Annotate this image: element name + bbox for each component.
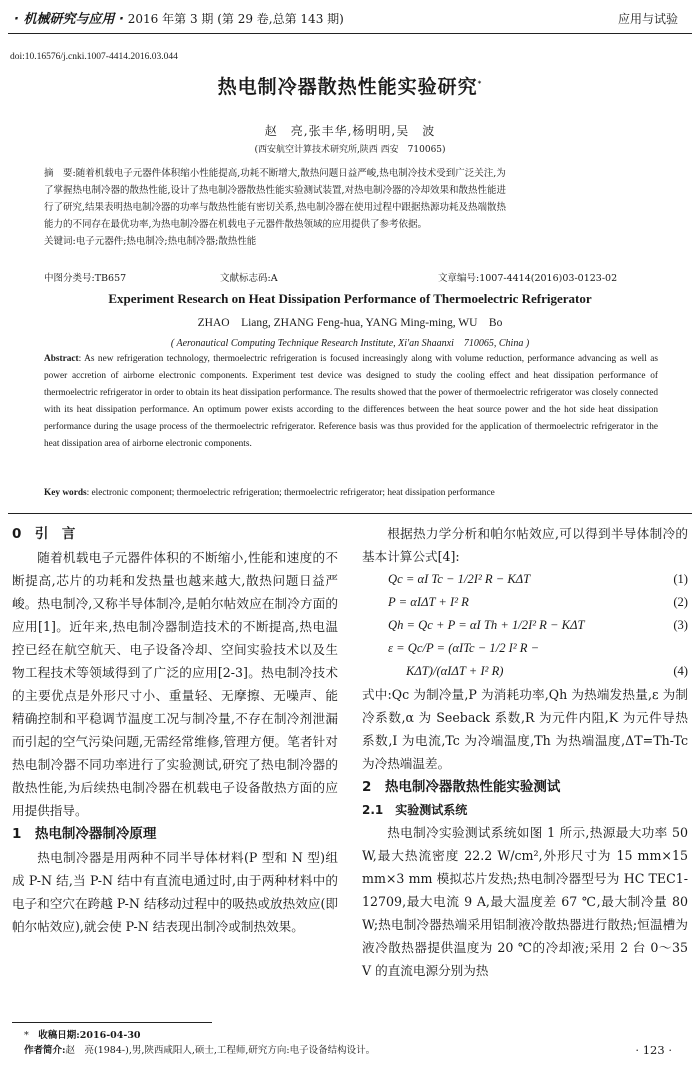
section-1-heading: 1 热电制冷器制冷原理 <box>12 826 157 842</box>
section-2-heading: 2 热电制冷器散热性能实验测试 <box>362 779 561 795</box>
equation-4a: ε = Qc/P = (αITc − 1/2 I² R − <box>388 641 540 655</box>
right-column <box>362 522 688 982</box>
abstract-en-text: : As new refrigeration technology, thermoelectric refrigeration is focused increasingly along with volume reduction, performance advancing as well as power accretion of airborne electronic components. Experiment test device was designed to study the cooling effect and heat dissipation performance of thermoelectric refrigerator in order to obtain its heat dissipation performance. The results showed that the power of thermoelectric refrigerator was closely connected with its heat dissipation performance. An optimum power exists according to the differences between the heat source power and the hot side heat dissipation performance during the usage process of the thermoelectric refrigerator. Reference basis was thus provided for the application of thermoelectric refrigerator in the heat dissipation area of airborne electronic components. <box>44 354 658 449</box>
english-title: Experiment Research on Heat Dissipation Performance of Thermoelectric Refrigerator <box>108 291 592 306</box>
equation-3: Qh = Qc + P = αI Th + 1/2I² R − KΔT (3) <box>388 618 688 632</box>
section-1-paragraph: 热电制冷器是用两种不同半导体材料(P 型和 N 型)组成 P-N 结,当 P-N 结中有直流电通过时,由于两种材料中的电子和空穴在跨越 P-N 结移动过程中的吸热或放热效应(即帕尔帖效应),就会使 P-N 结表现出制冷或制热效果。 <box>12 850 338 934</box>
abstract-label: 摘 要: <box>44 168 76 179</box>
keywords-en-text: : electronic component; thermoelectric refrigeration; thermoelectric refrigerator; heat dissipation performance <box>86 488 495 498</box>
authors: 赵 亮,张丰华,杨明明,吴 波 <box>264 124 436 138</box>
author-bio: 赵 亮(1984-),男,陕西咸阳人,硕士,工程师,研究方向:电子设备结构设计。 <box>65 1045 376 1056</box>
footnote-rule <box>12 1022 212 1023</box>
abstract-line: 摘 要:随着机载电子元器件体积缩小性能提高,功耗不断增大,散热问题日益严峻,热电制冷技术受到广泛关注,为 <box>44 168 506 179</box>
paper-title <box>0 72 700 99</box>
section-label: 应用与试验 <box>617 12 678 26</box>
symbol-definitions: 式中:Qc 为制冷量,P 为消耗功率,Qh 为热端发热量,ε 为制冷系数,α 为 Seeback 系数,R 为元件内阻,K 为元件导热系数,I 为电流,Tc 为冷端温度,Th 为热端温度,ΔT=Th-Tc 为冷热端温差。 <box>362 687 688 771</box>
page-number: · 123 · <box>635 1043 672 1057</box>
english-affiliation: ( Aeronautical Computing Technique Research Institute, Xi'an Shaanxi 710065, China ) <box>170 338 530 349</box>
footnote-mark: * <box>24 1030 29 1041</box>
formula-intro: 根据热力学分析和帕尔帖效应,可以得到半导体制冷的基本计算公式[4]: <box>362 526 688 564</box>
section-2-1-heading: 2.1 实验测试系统 <box>362 803 468 817</box>
doi: doi:10.16576/j.cnki.1007-4414.2016.03.044 <box>10 52 178 62</box>
abstract-line: 能力的不同存在最优功率,为热电制冷器在机载电子元器件散热领域的应用提供了参考依据。 <box>44 219 428 230</box>
clc-number: 中图分类号:TB657 <box>44 273 127 284</box>
title-text: 热电制冷器散热性能实验研究 <box>217 76 478 98</box>
section-0-paragraph: 随着机载电子元器件体积的不断缩小,性能和速度的不断提高,芯片的功耗和发热量也越来越大,散热问题日益严峻。热电制冷,又称半导体制冷,是帕尔帖效应在制冷方面的应用[1]。近年来,热电制冷器制造技术的不断提高,热电温控已经在航空航天、电子设备冷却、空间实验技术以及生物工程技术等领域得到了广泛的应用[2-3]。热电制冷技术的主要优点是外形尺寸小、重量轻、无摩擦、无噪声、能精确控制和平稳调节温度工况与制冷量,不存在制冷剂泄漏而引起的空气污染问题,无需经常维修,管理方便。笔者针对热电制冷器不同功率进行了实验测试,研究了热电制冷器的散热性能,为后续热电制冷器在机载电子设备散热方面的应用提供指导。 <box>12 550 338 818</box>
equation-1: Qc = αI Tc − 1/2I² R − KΔT (1) <box>388 572 688 586</box>
author-bio-label: 作者简介: <box>24 1045 66 1056</box>
header-rule <box>8 33 692 34</box>
english-authors: ZHAO Liang, ZHANG Feng-hua, YANG Ming-ming, WU Bo <box>197 317 503 329</box>
abstract-line: 行了研究,结果表明热电制冷器的功率与散热性能有密切关系,热电制冷器在使用过程中跟据热源功耗及热端散热 <box>44 202 507 213</box>
equation-4b: KΔT)/(αIΔT + I² R) (4) <box>406 664 688 678</box>
article-number: 文章编号:1007-4414(2016)03-0123-02 <box>438 273 618 284</box>
equation-2: P = αIΔT + I² R (2) <box>388 595 688 609</box>
section-0-heading: 0 引 言 <box>12 526 76 542</box>
issue-info: 2016 年第 3 期 (第 29 卷,总第 143 期) <box>127 12 344 26</box>
left-column <box>12 522 338 938</box>
title-mark: * <box>477 79 483 88</box>
keywords-cn: 关键词:电子元器件;热电制冷;热电制冷器;散热性能 <box>44 236 257 247</box>
english-abstract <box>44 351 658 453</box>
footnote-author <box>24 1042 664 1056</box>
section-2-1-paragraph: 热电制冷实验测试系统如图 1 所示,热源最大功率 50 W,最大热流密度 22.2 W/cm²,外形尺寸为 15 mm×15 mm×3 mm 模拟芯片发热;热电制冷器型号为 HC TEC1-12709,最大电流 9 A,最大温度差 67 ℃,最大制冷量 80 W;热电制冷器热端采用铝制液冷散热器进行散热;恒温槽为液冷散热器提供温度为 20 ℃的冷却液;采用 2 台 0～35 V 的直流电源分别为热 <box>362 825 688 978</box>
english-keywords <box>44 488 658 498</box>
abstract-cn <box>44 165 656 250</box>
footnote-received: * 收稿日期:2016-04-30 <box>24 1030 141 1041</box>
affiliation: (西安航空计算技术研究所,陕西 西安 710065) <box>254 145 446 155</box>
running-header: · 机械研究与应用 · 2016 年第 3 期 (第 29 卷,总第 143 期) <box>14 12 344 27</box>
abstract-line: 了掌握热电制冷器的散热性能,设计了热电制冷器散热性能实验测试装置,对热电制冷器的冷却效果和散热性能进 <box>44 185 507 196</box>
journal-name: 机械研究与应用 <box>23 12 115 27</box>
abstract-en-label: Abstract <box>44 354 79 364</box>
abstract-rule <box>8 513 692 514</box>
keywords-en-label: Key words <box>44 488 87 498</box>
document-code: 文献标志码:A <box>220 273 278 284</box>
